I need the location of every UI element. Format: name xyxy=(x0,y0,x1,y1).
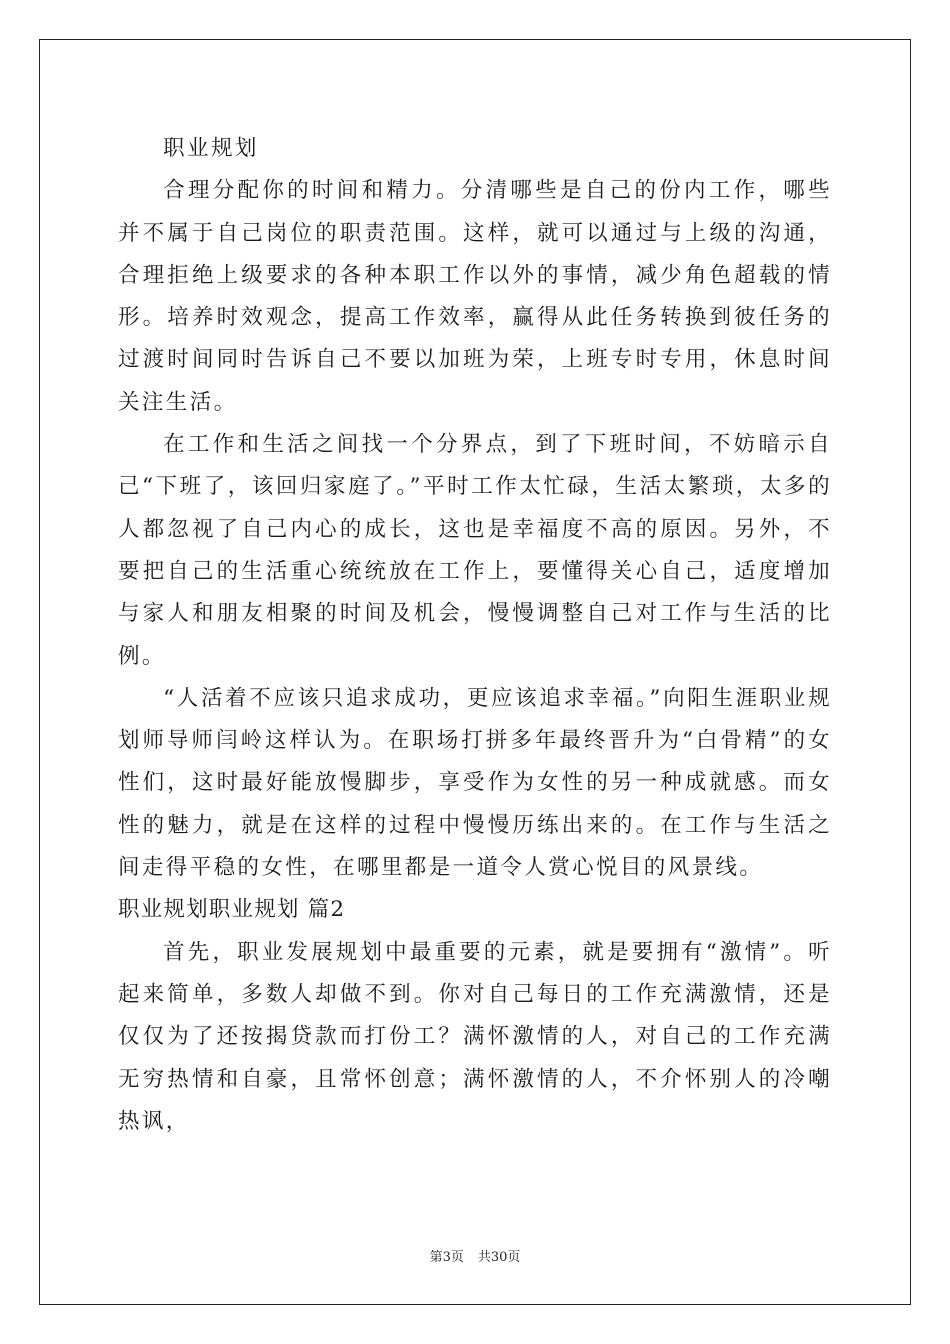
paragraph-4: 首先，职业发展规划中最重要的元素，就是要拥有“激情”。听起来简单，多数人却做不到。你对自己每日的工作充满激情，还是仅仅为了还按揭贷款而打份工？满怀激情的人，对自己的工作充满无穷热情和自豪，且常怀创意；满怀激情的人，不介怀别人的冷嘲热讽， xyxy=(118,939,832,1134)
subheading: 职业规划职业规划 篇2 xyxy=(118,897,346,923)
document-body xyxy=(118,128,832,1143)
paragraph-1: 合理分配你的时间和精力。分清哪些是自己的份内工作，哪些并不属于自己岗位的职责范围。这样，就可以通过与上级的沟通，合理拒绝上级要求的各种本职工作以外的事情，减少角色超载的情形。培养时效观念，提高工作效率，赢得从此任务转换到彼任务的过渡时间同时告诉自己不要以加班为荣，上班专时专用，休息时间关注生活。 xyxy=(118,178,832,415)
page-total: 共30页 xyxy=(477,1250,521,1265)
paragraph-3: “人活着不应该只追求成功，更应该追求幸福。”向阳生涯职业规划师导师闫岭这样认为。在职场打拼多年最终晋升为“白骨精”的女性们，这时最好能放慢脚步，享受作为女性的另一种成就感。而女性的魅力，就是在这样的过程中慢慢历练出来的。在工作与生活之间走得平稳的女性，在哪里都是一道令人赏心悦目的风景线。 xyxy=(118,685,832,881)
page-number: 第3页 xyxy=(429,1250,464,1265)
section-title: 职业规划 xyxy=(163,136,259,161)
page-footer xyxy=(0,1246,950,1265)
paragraph-2: 在工作和生活之间找一个分界点，到了下班时间，不妨暗示自己“下班了，该回归家庭了。”平时工作太忙碌，生活太繁琐，太多的人都忽视了自己内心的成长，这也是幸福度不高的原因。另外，不要把自己的生活重心统统放在工作上，要懂得关心自己，适度增加与家人和朋友相聚的时间及机会，慢慢调整自己对工作与生活的比例。 xyxy=(118,432,832,669)
